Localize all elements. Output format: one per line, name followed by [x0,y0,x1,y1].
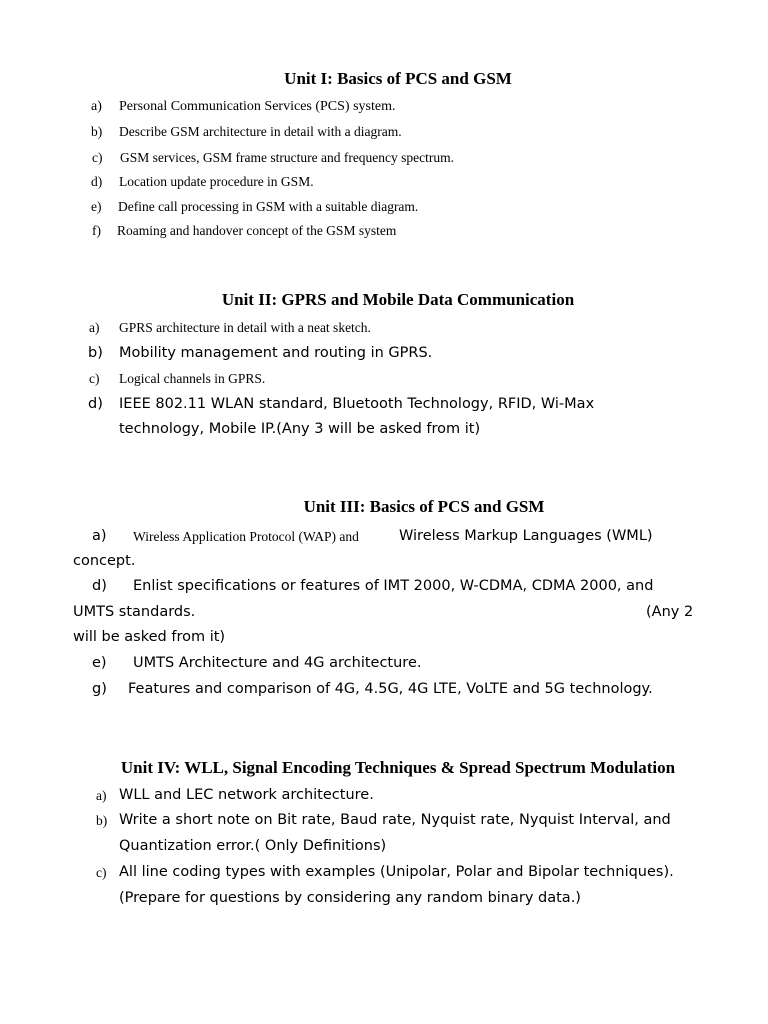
list-marker: e) [92,655,107,671]
list-item-text: Personal Communication Services (PCS) system. [119,99,396,114]
list-item-text: WLL and LEC network architecture. [119,787,374,803]
list-item [0,97,768,117]
list-item-text: UMTS Architecture and 4G architecture. [133,655,422,671]
list-marker: e) [91,199,102,214]
list-marker: b) [96,813,108,828]
list-item [0,343,768,363]
list-item-text: Describe GSM architecture in detail with a diagram. [119,124,402,139]
list-item [0,785,768,805]
list-item [0,197,768,217]
unit-4-heading: Unit IV: WLL, Signal Encoding Techniques & Spread Spectrum Modulation [120,758,676,777]
list-item [0,172,768,192]
list-item [0,810,768,856]
list-item-text: GSM services, GSM frame structure and frequency spectrum. [120,150,455,165]
list-item-text: Write a short note on Bit rate, Baud rate, Nyquist rate, Nyquist Interval, and [119,812,671,828]
list-marker: c) [92,150,103,165]
list-marker: a) [89,320,100,335]
list-marker: a) [96,788,107,803]
list-item [0,526,768,572]
list-marker: b) [91,124,103,139]
list-item-text: Logical channels in GPRS. [119,371,266,386]
list-item [0,148,768,168]
list-item-text: GPRS architecture in detail with a neat sketch. [119,320,371,335]
list-item [0,122,768,142]
list-marker: d) [91,174,103,189]
list-marker: b) [88,345,103,361]
list-item-text-continuation: Quantization error.( Only Definitions) [119,838,387,854]
list-item-text-sans: Wireless Markup Languages (WML) [399,528,653,544]
list-item-text-note: (Any 2 [646,604,694,620]
list-marker: c) [96,865,107,880]
unit-2-heading: Unit II: GPRS and Mobile Data Communication [221,290,575,309]
list-item-text: Features and comparison of 4G, 4.5G, 4G LTE, VoLTE and 5G technology. [128,681,653,697]
list-item-text: All line coding types with examples (Unipolar, Polar and Bipolar techniques). [119,864,674,880]
list-item [0,394,768,440]
list-marker: d) [88,396,103,412]
list-marker: a) [91,99,102,114]
list-item-text: Enlist specifications or features of IMT 2000, W-CDMA, CDMA 2000, and [133,578,654,594]
list-item-text-continuation: (Prepare for questions by considering any random binary data.) [119,890,581,906]
list-item-text: IEEE 802.11 WLAN standard, Bluetooth Technology, RFID, Wi-Max [119,396,595,412]
unit-3-heading: Unit III: Basics of PCS and GSM [303,497,545,516]
list-marker: c) [89,371,100,386]
list-marker: g) [92,681,107,697]
list-marker: a) [92,528,107,544]
list-item [0,369,768,389]
list-item-text-continuation: concept. [73,553,136,569]
list-item-text: Roaming and handover concept of the GSM system [117,223,397,238]
list-item [0,318,768,338]
list-item [0,221,768,241]
unit-1-heading: Unit I: Basics of PCS and GSM [284,69,512,88]
list-item [0,576,768,648]
list-item-text-continuation: will be asked from it) [73,629,226,645]
list-marker: d) [92,578,107,594]
list-item-text: Location update procedure in GSM. [119,174,314,189]
list-item-text: Define call processing in GSM with a suitable diagram. [118,199,419,214]
list-item [0,653,768,673]
list-item-text: Wireless Application Protocol (WAP) and [133,529,359,544]
list-item-text-continuation: UMTS standards. [73,604,196,620]
list-item [0,862,768,908]
list-item-text-continuation: technology, Mobile IP.(Any 3 will be asked from it) [119,421,481,437]
list-item-text: Mobility management and routing in GPRS. [119,345,433,361]
list-marker: f) [92,223,101,238]
list-item [0,679,768,699]
